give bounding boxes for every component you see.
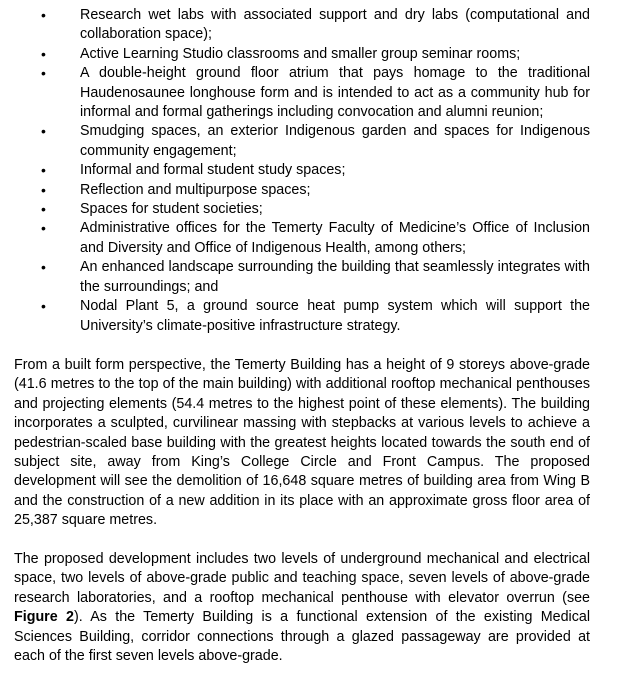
list-item	[0, 219, 626, 258]
bullet-icon: •	[41, 65, 46, 82]
list-item-text: A double-height ground floor atrium that pays homage to the traditional Haudenosaunee longhouse form and is intended to act as a community hub for informal and formal gatherings including convocation and alumni reunion;	[80, 65, 590, 121]
list-item-text: Administrative offices for the Temerty Faculty of Medicine’s Office of Inclusion and Diversity and Office of Indigenous Health, among others;	[80, 220, 590, 256]
bullet-icon: •	[41, 123, 46, 140]
list-item	[0, 161, 626, 180]
list-item-text: Spaces for student societies;	[80, 201, 263, 218]
program-bullet-list	[0, 6, 626, 336]
paragraph-text: The proposed development includes two levels of underground mechanical and electrical space, two levels of above-grade public and teaching space, seven levels of above-grade research laboratories, and a rooftop mechanical penthouse with elevator overrun (see	[14, 551, 590, 606]
bullet-icon: •	[41, 7, 46, 23]
list-item-text: Smudging spaces, an exterior Indigenous garden and spaces for Indigenous community engagement;	[80, 123, 590, 159]
bullet-icon: •	[41, 45, 46, 62]
list-item-text: Reflection and multipurpose spaces;	[80, 181, 311, 198]
list-item	[0, 297, 626, 336]
list-item	[0, 258, 626, 297]
list-item-text: Nodal Plant 5, a ground source heat pump system which will support the University’s climate-positive infrastructure strategy.	[80, 298, 590, 334]
list-item	[0, 181, 626, 200]
list-item-text: An enhanced landscape surrounding the building that seamlessly integrates with the surroundings; and	[80, 259, 590, 295]
bullet-icon: •	[41, 259, 46, 276]
list-item	[0, 6, 626, 45]
bullet-icon: •	[41, 181, 46, 198]
list-item	[0, 64, 626, 122]
bullet-icon: •	[41, 162, 46, 179]
list-item	[0, 122, 626, 161]
list-item-text: Informal and formal student study spaces;	[80, 162, 346, 179]
bullet-icon: •	[41, 220, 46, 237]
list-item-text: Research wet labs with associated support and dry labs (computational and collaboration space);	[80, 7, 590, 43]
paragraph-text: ). As the Temerty Building is a functional extension of the existing Medical Sciences Building, corridor connections through a glazed passageway are provided at each of the first seven levels above-grade.	[14, 609, 590, 665]
bullet-icon: •	[41, 201, 46, 218]
list-item-text: Active Learning Studio classrooms and smaller group seminar rooms;	[80, 45, 521, 62]
development-paragraph	[14, 550, 590, 666]
bullet-icon: •	[41, 298, 46, 315]
list-item	[0, 200, 626, 219]
built-form-paragraph: From a built form perspective, the Temerty Building has a height of 9 storeys above-grade (41.6 metres to the top of the main building) with additional rooftop mechanical penthouses and projecting elements (54.4 metres to the highest point of these elements). The building incorporates a sculpted, curvilinear massing with stepbacks at various levels to achieve a pedestrian-scaled base building with the greatest heights located towards the south end of subject site, away from King’s College Circle and Front Campus. The proposed development will see the demolition of 16,648 square metres of building area from Wing B and the construction of a new addition in its place with an approximate gross floor area of 25,387 square metres.	[14, 357, 590, 529]
figure-reference: Figure 2	[14, 609, 74, 626]
list-item	[0, 45, 626, 64]
